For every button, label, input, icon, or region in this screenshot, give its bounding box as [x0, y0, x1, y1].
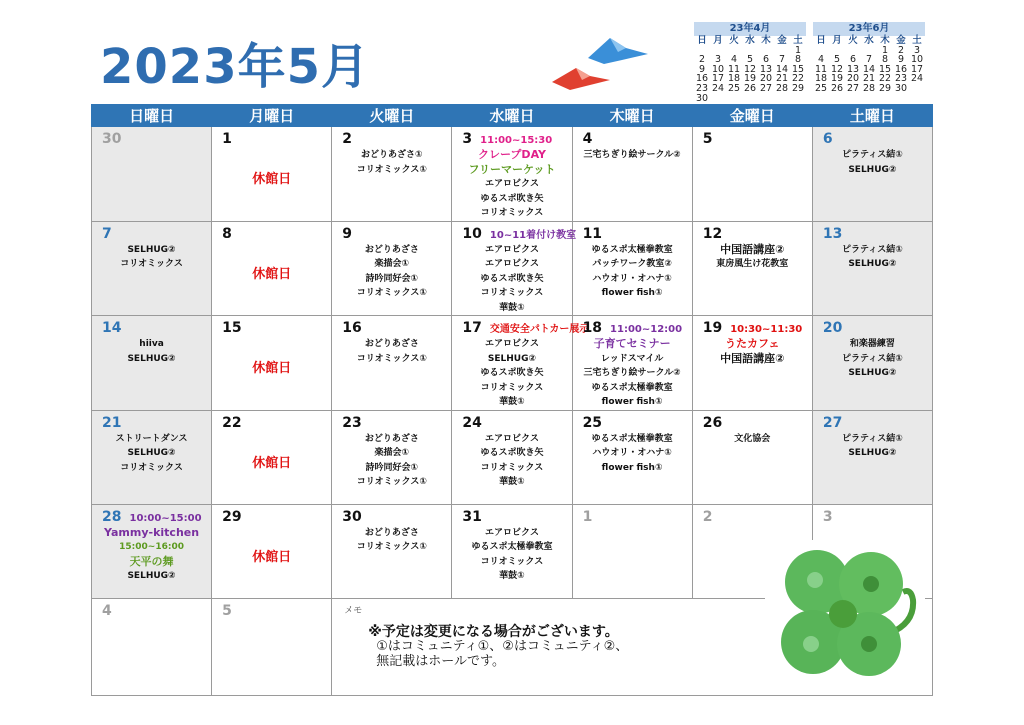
day-number: 11	[582, 225, 603, 242]
mini-day: 23	[894, 73, 908, 85]
event-item[interactable]: うたカフェ	[725, 337, 780, 350]
mini-day: 27	[759, 82, 773, 94]
calendar-day-cell[interactable]	[572, 316, 692, 411]
calendar-day-cell[interactable]	[212, 598, 332, 695]
day-number-row	[573, 411, 692, 432]
event-item[interactable]: 華鼓①	[499, 397, 525, 407]
day-number-row	[452, 411, 571, 432]
mini-day: 18	[727, 73, 741, 85]
event-item[interactable]: SELHUG②	[127, 353, 176, 364]
day-number-row	[813, 316, 932, 337]
day-number: 28	[102, 508, 122, 525]
calendar-day-cell[interactable]	[692, 221, 812, 316]
day-number: 2	[702, 508, 713, 525]
day-number-row	[332, 505, 451, 526]
mini-day: 17	[910, 63, 924, 75]
event-item[interactable]: エアロビクス	[485, 259, 539, 269]
calendar-day-cell[interactable]	[572, 221, 692, 316]
day-number-row	[573, 222, 692, 243]
mini-day: 15	[878, 63, 892, 75]
mini-day: 2	[897, 44, 905, 56]
mini-calendar-title: 23年6月	[813, 22, 925, 36]
day-number-row	[332, 222, 451, 243]
closed-day-label: 休館日	[252, 361, 292, 376]
day-number-row	[813, 505, 932, 526]
mini-day: 25	[814, 82, 828, 94]
calendar-day-cell[interactable]	[212, 504, 332, 598]
event-item[interactable]: Yammy-kitchen	[104, 525, 200, 539]
event-item[interactable]: 15:00~16:00	[119, 542, 184, 552]
mini-day: 27	[846, 82, 860, 94]
mini-day: 29	[878, 82, 892, 94]
day-number-row	[212, 127, 331, 148]
mini-day: 1	[794, 44, 802, 56]
mini-weekday: 水	[864, 35, 874, 46]
event-item[interactable]: 詩吟同好会①	[365, 273, 419, 284]
day-number: 22	[222, 414, 242, 431]
day-number-row	[693, 316, 812, 337]
mini-day: 7	[865, 54, 873, 66]
day-number-row	[813, 222, 932, 243]
calendar-week-row	[92, 127, 933, 222]
calendar-day-cell[interactable]	[572, 127, 692, 222]
day-number: 9	[342, 225, 353, 242]
mini-day: 9	[698, 63, 706, 75]
mini-day: 9	[897, 54, 905, 66]
mini-day: 13	[759, 63, 773, 75]
event-item[interactable]: コリオミックス	[480, 556, 544, 567]
event-time: 11:00~15:30	[480, 135, 553, 146]
mini-day: 19	[830, 73, 844, 85]
mini-day: 11	[814, 63, 828, 75]
day-number-row	[813, 411, 932, 432]
day-number: 4	[102, 602, 112, 619]
day-number-row	[573, 316, 692, 337]
memo-legend-line: ①はコミュニティ①、②はコミュニティ②、	[376, 638, 629, 654]
day-number-row	[332, 316, 451, 337]
day-number-row	[92, 222, 211, 243]
day-number: 3	[822, 508, 833, 525]
mini-day: 26	[743, 82, 757, 94]
day-number: 5	[222, 602, 232, 619]
event-item[interactable]: SELHUG②	[848, 164, 897, 175]
day-number-row	[332, 411, 451, 432]
closed-day-label: 休館日	[252, 266, 292, 282]
event-item[interactable]: コリオミックス①	[356, 353, 427, 364]
calendar-day-cell[interactable]	[92, 598, 212, 695]
event-item[interactable]: コリオミックス	[120, 462, 183, 473]
mini-day: 20	[846, 73, 860, 85]
day-number-row	[452, 127, 571, 148]
day-number: 6	[822, 131, 833, 147]
day-number: 19	[702, 320, 723, 336]
event-item[interactable]: 三宅ちぎり絵サークル②	[583, 368, 681, 378]
day-number-row	[212, 316, 331, 337]
event-item[interactable]: ハウオリ・オハナ①	[592, 273, 672, 284]
mini-weekday: 火	[848, 35, 858, 46]
mini-weekday: 月	[713, 35, 723, 46]
weekday-header: 月曜日	[212, 105, 332, 127]
event-item[interactable]: コリオミックス①	[356, 164, 427, 175]
day-number-row	[452, 316, 590, 337]
event-item[interactable]: SELHUG②	[487, 353, 537, 364]
event-item[interactable]: コリオミックス	[120, 259, 183, 269]
event-item[interactable]: 天平の舞	[129, 554, 174, 568]
event-item[interactable]: コリオミックス	[480, 288, 544, 298]
day-number-row	[92, 127, 211, 148]
mini-weekday: 木	[761, 35, 771, 46]
mini-day: 28	[775, 82, 789, 94]
event-item[interactable]: SELHUG②	[848, 448, 897, 458]
day-number: 31	[462, 508, 482, 525]
mini-day: 14	[862, 63, 876, 75]
event-time: 10~11着付け教室	[489, 229, 577, 241]
event-item[interactable]: コリオミックス①	[356, 477, 427, 487]
calendar-day-cell[interactable]	[212, 316, 332, 411]
event-item[interactable]: レッドスマイル	[600, 353, 664, 364]
event-item[interactable]: エアロビクス	[485, 244, 539, 255]
day-number-row	[212, 411, 331, 432]
event-item[interactable]: ピラティス結①	[841, 150, 903, 160]
calendar-week-row	[92, 410, 933, 504]
weekday-header: 火曜日	[332, 105, 452, 127]
day-number-row	[693, 411, 812, 432]
day-number-row	[573, 127, 692, 148]
mini-day: 7	[778, 54, 786, 66]
event-item[interactable]: 中国語講座②	[720, 351, 785, 365]
mini-day: 6	[762, 54, 770, 66]
mini-day: 14	[775, 63, 789, 75]
calendar-day-cell[interactable]	[332, 316, 452, 411]
event-item[interactable]: 華鼓①	[499, 571, 525, 581]
event-item[interactable]: 詩吟同好会①	[365, 462, 419, 473]
day-number-row	[212, 505, 331, 526]
mini-day: 25	[727, 82, 741, 94]
mini-day: 19	[743, 73, 757, 85]
day-number: 12	[702, 225, 723, 242]
calendar-day-cell[interactable]	[212, 410, 332, 504]
day-number-row	[332, 127, 451, 148]
event-item[interactable]: おどりあざさ①	[361, 150, 423, 160]
mini-day: 3	[913, 44, 921, 56]
calendar-week-row	[92, 316, 933, 411]
mini-day: 22	[791, 73, 805, 85]
event-time: 交通安全パトカー展示	[489, 324, 590, 335]
mini-day: 8	[881, 54, 889, 66]
mini-calendar-title: 23年4月	[694, 22, 806, 36]
event-item[interactable]: コリオミックス①	[356, 288, 427, 298]
event-item[interactable]: ゆるスポ太極拳教室	[591, 382, 673, 393]
calendar-day-cell[interactable]	[572, 504, 692, 598]
day-number: 18	[582, 320, 603, 336]
weekday-header: 金曜日	[692, 105, 812, 127]
event-item[interactable]: おどりあざさ	[364, 244, 419, 255]
event-item[interactable]: 華鼓①	[499, 477, 525, 487]
calendar-week-row	[92, 221, 933, 316]
mini-day: 23	[695, 82, 709, 94]
event-time: 11:00~12:00	[610, 324, 683, 335]
calendar-day-cell[interactable]	[812, 316, 932, 411]
day-number: 16	[342, 320, 362, 336]
mini-weekday: 土	[912, 35, 922, 46]
mini-calendar-june	[813, 22, 925, 94]
calendar-day-cell[interactable]	[92, 504, 212, 598]
calendar-day-cell[interactable]	[332, 221, 452, 316]
day-number-row	[693, 127, 812, 148]
calendar-day-cell[interactable]	[452, 127, 572, 222]
day-number: 20	[822, 320, 843, 336]
day-number-row	[573, 505, 692, 526]
calendar-day-cell[interactable]	[92, 316, 212, 411]
event-item[interactable]: SELHUG②	[127, 571, 176, 581]
weekday-header-row	[92, 105, 933, 127]
closed-day-label: 休館日	[252, 172, 292, 187]
mini-day: 30	[894, 82, 908, 94]
event-item[interactable]: フリーマーケット	[468, 162, 556, 176]
mini-day: 1	[881, 44, 889, 56]
event-item[interactable]: SELHUG②	[127, 244, 176, 255]
calendar-day-cell[interactable]	[812, 221, 932, 316]
event-item[interactable]: ゆるスポ吹き矢	[480, 193, 544, 204]
mini-day: 26	[830, 82, 844, 94]
weekday-header: 日曜日	[92, 105, 212, 127]
mini-day: 11	[727, 63, 741, 75]
mini-day: 28	[862, 82, 876, 94]
mini-day: 3	[714, 54, 722, 66]
day-number: 13	[822, 225, 843, 242]
event-item[interactable]: SELHUG②	[848, 368, 897, 378]
mini-day: 20	[759, 73, 773, 85]
day-number-row	[92, 316, 211, 337]
event-item[interactable]: flower fish①	[601, 462, 663, 473]
four-leaf-clover-illustration	[765, 540, 925, 690]
event-item[interactable]: パッチワーク教室②	[592, 259, 672, 269]
mini-weekday: 日	[816, 35, 826, 46]
event-item[interactable]: ゆるスポ吹き矢	[480, 448, 544, 458]
mini-day: 21	[862, 73, 876, 85]
event-item[interactable]: おどりあざさ	[364, 339, 419, 349]
day-number-row	[92, 505, 211, 526]
day-number: 21	[102, 414, 122, 431]
calendar-day-cell[interactable]	[452, 316, 590, 411]
calendar-day-cell[interactable]	[452, 504, 572, 598]
calendar-day-cell[interactable]	[92, 221, 212, 316]
weekday-header: 水曜日	[452, 105, 572, 127]
weekday-header: 土曜日	[812, 105, 932, 127]
day-number: 1	[222, 131, 232, 147]
calendar-day-cell[interactable]	[452, 410, 572, 504]
day-number: 5	[702, 131, 713, 147]
mini-day: 30	[695, 92, 709, 104]
event-item[interactable]: エアロビクス	[485, 527, 539, 538]
day-number: 24	[462, 414, 482, 431]
event-item[interactable]: 和楽器練習	[849, 339, 895, 349]
mini-day: 13	[846, 63, 860, 75]
calendar-day-cell[interactable]	[212, 221, 332, 316]
event-item[interactable]: 文化協会	[734, 433, 771, 444]
day-number-row	[813, 127, 932, 148]
memo-legend-line: 無記載はホールです。	[376, 653, 505, 669]
closed-day-label: 休館日	[252, 455, 292, 471]
day-number: 17	[462, 320, 482, 336]
mini-day: 16	[695, 73, 709, 85]
day-number: 1	[582, 508, 593, 525]
event-item[interactable]: flower fish①	[601, 397, 663, 407]
event-item[interactable]: 楽描会①	[374, 448, 410, 458]
event-item[interactable]: SELHUG②	[848, 259, 897, 269]
day-number: 27	[822, 414, 843, 431]
event-item[interactable]: SELHUG②	[127, 448, 176, 458]
day-number-row	[693, 222, 812, 243]
day-number: 29	[222, 508, 242, 525]
calendar-day-cell[interactable]	[92, 127, 212, 222]
mini-weekday: 金	[777, 35, 787, 46]
event-item[interactable]: おどりあざさ	[364, 527, 419, 538]
event-item[interactable]: エアロビクス	[485, 339, 539, 349]
day-number: 26	[702, 414, 723, 431]
mini-weekday: 土	[793, 35, 803, 46]
event-time: 10:30~11:30	[730, 324, 803, 335]
mini-calendar-grid	[813, 36, 925, 94]
mini-weekday: 火	[729, 35, 739, 46]
mini-day: 10	[910, 54, 924, 66]
day-number: 2	[342, 131, 353, 147]
event-item[interactable]: エアロビクス	[485, 179, 539, 189]
mini-day: 17	[711, 73, 725, 85]
mini-day: 21	[775, 73, 789, 85]
calendar-day-cell[interactable]	[812, 410, 932, 504]
calendar-day-cell[interactable]	[92, 410, 212, 504]
calendar-day-cell[interactable]	[332, 127, 452, 222]
mini-weekday: 木	[880, 35, 890, 46]
mini-day: 18	[814, 73, 828, 85]
mini-day: 12	[743, 63, 757, 75]
mini-day: 12	[830, 63, 844, 75]
day-number: 15	[222, 320, 242, 336]
event-item[interactable]: ゆるスポ吹き矢	[480, 273, 544, 284]
event-item[interactable]: コリオミックス①	[356, 542, 427, 552]
mini-day: 4	[730, 54, 738, 66]
day-number: 4	[582, 131, 593, 147]
day-number: 8	[222, 225, 232, 242]
event-item[interactable]: コリオミックス	[480, 462, 544, 473]
calendar-day-cell[interactable]	[212, 127, 332, 222]
day-number-row	[212, 222, 331, 243]
mini-day: 4	[817, 54, 825, 66]
mini-calendar-grid	[694, 36, 806, 103]
calendar-day-cell[interactable]	[332, 410, 452, 504]
mini-day: 24	[910, 73, 924, 85]
mini-day: 15	[791, 63, 805, 75]
event-item[interactable]: 子育てセミナー	[593, 337, 671, 350]
day-number: 10	[462, 225, 482, 242]
mini-day: 2	[698, 54, 706, 66]
event-item[interactable]: ピラティス結①	[841, 353, 903, 364]
day-number-row	[452, 505, 571, 526]
event-item[interactable]: ゆるスポ太極拳教室	[591, 433, 673, 444]
day-number-row	[693, 505, 812, 526]
event-item[interactable]: ピラティス結①	[841, 433, 903, 444]
day-number: 23	[342, 414, 362, 431]
event-item[interactable]: 三宅ちぎり絵サークル②	[583, 150, 681, 160]
mini-weekday: 月	[832, 35, 842, 46]
mini-calendar-april	[694, 22, 806, 103]
mini-day: 6	[849, 54, 857, 66]
event-item[interactable]: flower fish①	[601, 288, 663, 298]
event-item[interactable]: ハウオリ・オハナ①	[592, 448, 672, 458]
mini-weekday: 金	[896, 35, 906, 46]
memo-legend	[376, 639, 628, 669]
mini-weekday: 日	[697, 35, 707, 46]
day-number-row	[92, 411, 211, 432]
event-item[interactable]: クレープDAY	[477, 148, 546, 161]
day-number: 25	[582, 414, 603, 431]
mini-day: 29	[791, 82, 805, 94]
memo-notice: ※予定は変更になる場合がございます。	[368, 623, 619, 640]
event-item[interactable]: コリオミックス	[480, 382, 544, 393]
calendar-day-cell[interactable]	[692, 127, 812, 222]
event-item[interactable]: ゆるスポ吹き矢	[480, 368, 544, 378]
calendar-day-cell[interactable]	[692, 410, 812, 504]
event-item[interactable]: ストリートダンス	[115, 433, 188, 444]
event-item[interactable]: おどりあざさ	[364, 433, 419, 444]
mini-day: 22	[878, 73, 892, 85]
memo-label: メモ	[344, 605, 363, 616]
event-item[interactable]: 中国語講座②	[720, 242, 785, 256]
calendar-day-cell[interactable]	[692, 316, 812, 411]
calendar-day-cell[interactable]	[812, 127, 932, 222]
day-number: 3	[462, 131, 473, 147]
day-number: 7	[102, 225, 112, 242]
mini-day: 10	[711, 63, 725, 75]
day-number: 30	[102, 131, 122, 147]
event-item[interactable]: エアロビクス	[485, 433, 539, 444]
mini-day: 5	[746, 54, 754, 66]
event-item[interactable]: 楽描会①	[374, 259, 410, 269]
event-item[interactable]: コリオミックス	[480, 208, 544, 218]
mini-day: 16	[894, 63, 908, 75]
day-number-row	[452, 222, 577, 243]
paper-crane-illustration	[548, 30, 658, 100]
event-item[interactable]: ゆるスポ太極拳教室	[471, 542, 553, 552]
mini-day: 24	[711, 82, 725, 94]
event-item[interactable]: 華鼓①	[499, 302, 525, 313]
mini-day: 8	[794, 54, 802, 66]
event-time: 10:00~15:00	[129, 512, 202, 524]
event-item[interactable]: ゆるスポ太極拳教室	[591, 244, 673, 255]
event-item[interactable]: ピラティス結①	[841, 244, 903, 255]
calendar-day-cell[interactable]	[452, 221, 577, 316]
event-item[interactable]: hiiva	[139, 339, 164, 349]
mini-day: 5	[833, 54, 841, 66]
calendar-title: 2023年5月	[100, 39, 370, 95]
weekday-header: 木曜日	[572, 105, 692, 127]
closed-day-label: 休館日	[252, 549, 292, 565]
mini-weekday: 水	[745, 35, 755, 46]
day-number: 14	[102, 320, 122, 336]
calendar-day-cell[interactable]	[332, 504, 452, 598]
event-item[interactable]: 東房風生け花教室	[716, 259, 789, 269]
calendar-day-cell[interactable]	[572, 410, 692, 504]
day-number: 30	[342, 508, 362, 525]
